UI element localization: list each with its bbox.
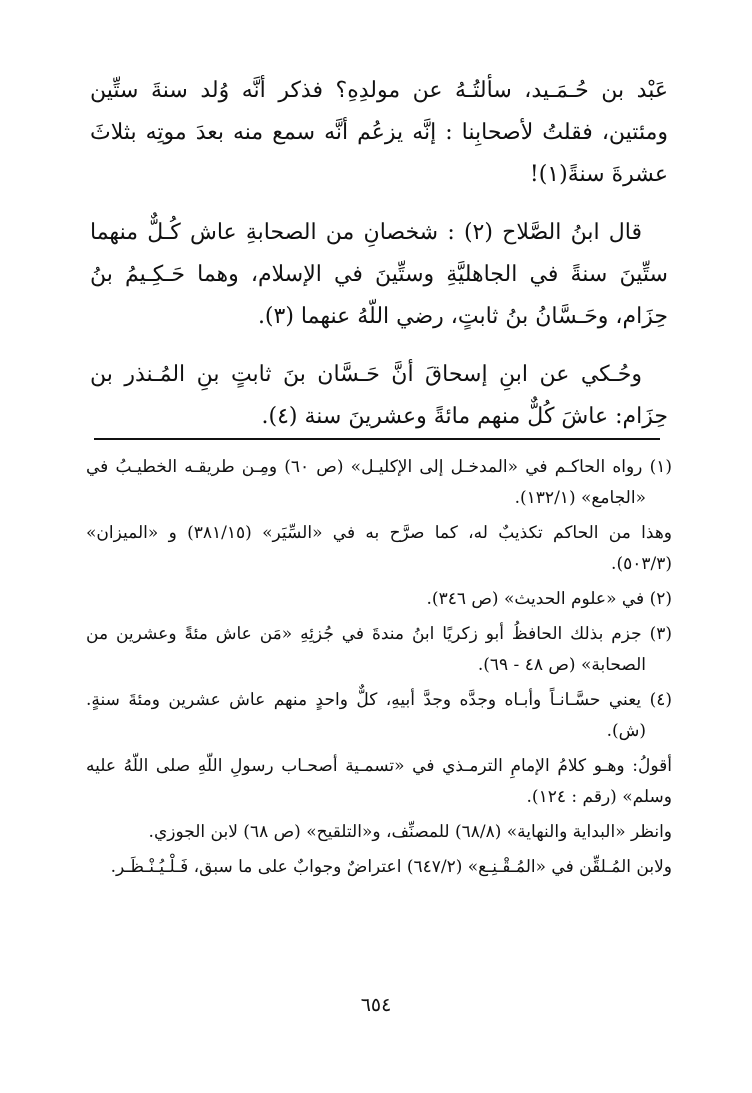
paragraph: قال ابنُ الصَّلاح (٢) : شخصانِ من الصحابةِ عاش كُـلٌّ منهما ستِّينَ سنةً في الجاهليَّةِ وستِّينَ في الإسلام، وهما حَـكِـيمُ بنُ حِزَام، وحَـسَّانُ بنُ ثابتٍ، رضي اللّهُ عنهما (٣). xyxy=(90,220,668,329)
footnote: (٢) في «علوم الحديث» (ص ٣٤٦). xyxy=(426,589,672,609)
footnote: (١) رواه الحاكـم في «المدخـل إلى الإكليـل» (ص ٦٠) ومِـن طريقـه الخطيـبُ في «الجامع» (١٣٢/١). xyxy=(86,457,672,508)
footnote: وانظر «البداية والنهاية» (٦٨/٨) للمصنِّف، و«التلقيح» (ص ٦٨) لابن الجوزي. xyxy=(148,822,672,842)
main-text xyxy=(90,70,668,454)
paragraph: وحُـكي عن ابنِ إسحاقَ أنَّ حَـسَّان بنَ ثابتٍ بنِ المُـنذر بن حِزَام: عاشَ كُلٌّ منهم مائةً وعشرينَ سنة (٤). xyxy=(90,362,668,429)
footnote: (٣) جزم بذلك الحافظُ أبو زكريًا ابنُ مندةَ في جُزئِهِ «مَن عاش مئةً وعشرين من الصحابة» (ص ٤٨ - ٦٩). xyxy=(86,624,672,675)
footnote-divider xyxy=(94,438,660,440)
paragraph: عَبْد بن حُـمَـيد، سألتُـهُ عن مولدِهِ؟ فذكر أنَّه وُلد سنةَ ستِّين ومئتين، فقلتُ لأصحابِنا : إنَّه يزعُم أنَّه سمع منه بعدَ موتِه بثلاثَ عشرةَ سنةً(١)! xyxy=(90,78,668,187)
footnotes xyxy=(86,452,672,887)
page-number: ٦٥٤ xyxy=(360,994,392,1016)
footnote: ولابن المُـلقِّن في «المُـقْـنِـع» (٦٤٧/٢) اعتراضٌ وجوابٌ على ما سبق، فَـلْـيُـنْـظَـر. xyxy=(110,857,672,877)
footnote: أقولُ: وهـو كلامُ الإمامِ الترمـذي في «تسمـية أصحـاب رسولِ اللّهِ صلى اللّهُ عليه وسلم» (رقم : ١٢٤). xyxy=(86,756,672,807)
footnote: (٤) يعني حسَّـانـاً وأبـاه وجدَّه وجدَّ أبيهِ، كلٌّ واحدٍ منهم عاش عشرين ومئةَ سنةٍ. (ش). xyxy=(86,690,672,741)
footnote: وهذا من الحاكم تكذيبٌ له، كما صرَّح به في «السِّيَر» (٣٨١/١٥) و «الميزان» (٥٠٣/٣). xyxy=(86,523,672,574)
